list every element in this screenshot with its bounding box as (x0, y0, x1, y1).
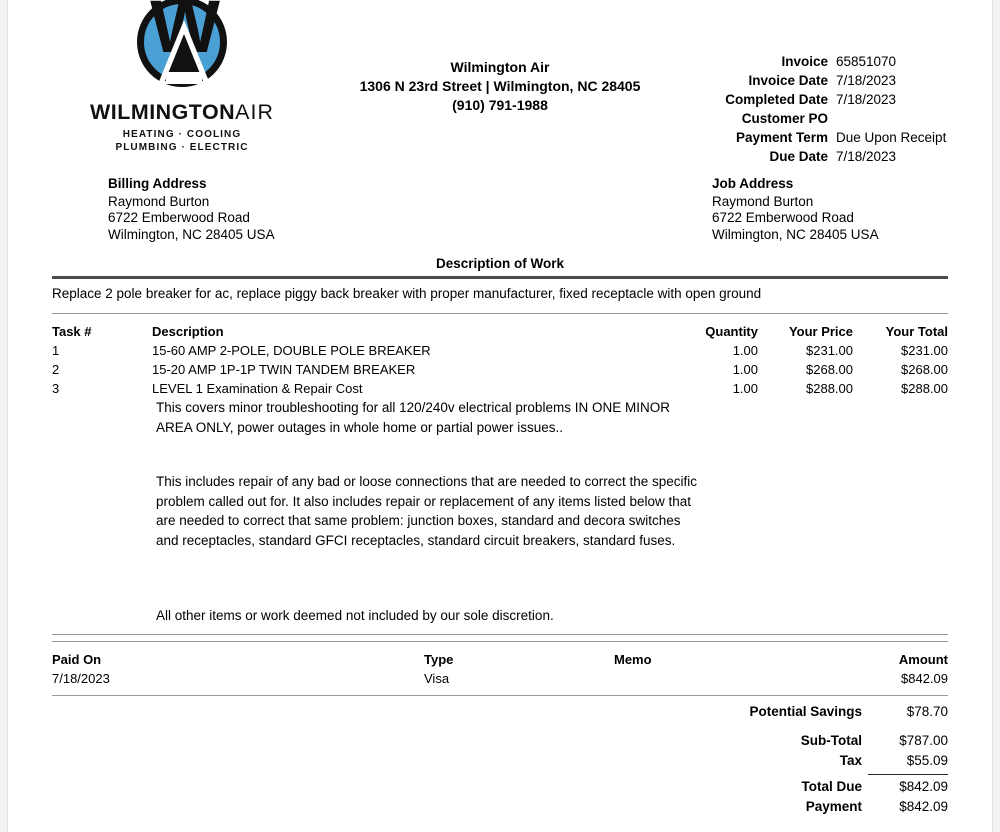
invoice-meta-row-invoice (725, 52, 948, 71)
subtotal-value: $787.00 (899, 733, 948, 748)
tax-value: $55.09 (906, 753, 948, 768)
job-address-title: Job Address (712, 176, 794, 191)
logo-letter-w: W (150, 0, 214, 63)
payment-total-label: Payment (805, 799, 862, 814)
table-row (52, 360, 948, 379)
items-header-description: Description (152, 324, 224, 339)
company-phone: (910) 791-1988 (452, 97, 548, 113)
items-header-task: Task # (52, 324, 92, 339)
divider-above-payments-1 (52, 634, 948, 635)
total-due-value: $842.09 (899, 779, 948, 794)
item-task-number: 2 (52, 362, 60, 377)
item-quantity: 1.00 (732, 362, 758, 377)
item-description: LEVEL 1 Examination & Repair Cost (152, 381, 363, 396)
job-address-street: 6722 Emberwood Road (712, 210, 854, 225)
totals-row-total-due (749, 777, 948, 797)
invoice-date-value: 7/18/2023 (836, 73, 897, 88)
job-address-city: Wilmington, NC 28405 USA (712, 226, 879, 242)
item-total: $288.00 (901, 381, 948, 396)
payment-term-value: Due Upon Receipt (836, 130, 947, 145)
invoice-meta-row-invoice-date (725, 71, 948, 90)
payment-term-label: Payment Term (735, 130, 828, 145)
totals-row-payment (749, 797, 948, 817)
divider-below-dow-title (52, 276, 948, 279)
due-date-value: 7/18/2023 (836, 149, 897, 164)
invoice-number-value: 65851070 (836, 54, 897, 69)
billing-address-title: Billing Address (108, 176, 207, 191)
invoice-meta-row-completed-date (725, 90, 948, 109)
billing-address-block (108, 176, 275, 243)
table-row (52, 669, 948, 688)
logo-tagline (82, 128, 282, 154)
invoice-number-label: Invoice (781, 54, 828, 69)
item-task-number: 3 (52, 381, 60, 396)
totals-row-potential-savings (749, 702, 948, 722)
item-task-number: 1 (52, 343, 60, 358)
customer-po-value (828, 109, 948, 128)
payments-header-amount: Amount (898, 652, 948, 667)
payment-total-value: $842.09 (899, 799, 948, 814)
item-price: $288.00 (806, 381, 853, 396)
payment-type: Visa (424, 671, 450, 686)
billing-address-name: Raymond Burton (108, 193, 210, 209)
totals-row-tax (749, 751, 948, 771)
payments-header-memo: Memo (614, 652, 652, 667)
items-header-price: Your Price (788, 324, 853, 339)
customer-po-label: Customer PO (741, 111, 828, 126)
due-date-label: Due Date (769, 149, 828, 164)
item-price: $268.00 (806, 362, 853, 377)
invoice-date-label: Invoice Date (748, 73, 828, 88)
item-note-inclusions: This includes repair of any bad or loose connections that are needed to correct the specific problem called out for. It also includes repair or replacement of any items listed below that are needed to correct that same problem: junction boxes, standard and decora switches and receptacles, standard GFCI receptacles, standard circuit breakers, standard fuses. (156, 474, 698, 548)
table-row (52, 341, 948, 360)
logo-tagline-line2: PLUMBING · ELECTRIC (115, 142, 249, 153)
completed-date-label: Completed Date (725, 92, 828, 107)
job-address-block (712, 176, 879, 243)
totals-row-subtotal (749, 731, 948, 751)
table-row (52, 379, 948, 398)
logo-tagline-line1: HEATING · COOLING (122, 129, 242, 140)
logo-wordmark (80, 101, 284, 125)
payments-header-type: Type (424, 652, 454, 667)
payments-table-header-row (52, 650, 948, 669)
item-description: 15-60 AMP 2-POLE, DOUBLE POLE BREAKER (152, 343, 431, 358)
total-due-label: Total Due (801, 779, 862, 794)
billing-address-street: 6722 Emberwood Road (108, 210, 250, 225)
invoice-meta-row-payment-term (725, 128, 948, 147)
item-description: 15-20 AMP 1P-1P TWIN TANDEM BREAKER (152, 362, 416, 377)
invoice-meta-row-customer-po (725, 109, 948, 128)
subtotal-label: Sub-Total (800, 733, 862, 748)
invoice-header (0, 0, 1000, 175)
billing-address-city: Wilmington, NC 28405 USA (108, 226, 275, 242)
wilmington-air-logo-icon (130, 0, 234, 98)
description-of-work-text: Replace 2 pole breaker for ac, replace piggy back breaker with proper manufacturer, fixed receptacle with open ground (52, 286, 762, 301)
payment-memo (614, 669, 828, 688)
completed-date-value: 7/18/2023 (836, 92, 897, 107)
payments-table (52, 650, 948, 688)
item-quantity: 1.00 (732, 343, 758, 358)
totals-summary (749, 702, 948, 817)
logo-wordmark-main: WILMINGTON (90, 101, 236, 124)
company-name: Wilmington Air (450, 59, 550, 75)
company-logo (82, 0, 282, 154)
items-table (52, 322, 948, 398)
divider-above-totals (52, 695, 948, 696)
item-quantity: 1.00 (732, 381, 758, 396)
company-address: 1306 N 23rd Street | Wilmington, NC 28405 (359, 78, 641, 94)
payments-header-paid-on: Paid On (52, 652, 102, 667)
potential-savings-label: Potential Savings (749, 704, 862, 719)
items-table-header-row (52, 322, 948, 341)
tax-label: Tax (839, 753, 862, 768)
payment-paid-on: 7/18/2023 (52, 671, 110, 686)
items-header-total: Your Total (885, 324, 948, 339)
company-info (300, 58, 700, 115)
totals-divider-line (868, 774, 948, 775)
potential-savings-value: $78.70 (906, 704, 948, 719)
invoice-meta-row-due-date (725, 147, 948, 166)
item-total: $268.00 (901, 362, 948, 377)
job-address-name: Raymond Burton (712, 193, 814, 209)
item-note-troubleshooting: This covers minor troubleshooting for all 120/240v electrical problems IN ONE MINOR AREA ONLY, power outages in whole home or partial power issues.. (156, 400, 670, 435)
logo-wordmark-sub: AIR (235, 101, 274, 124)
item-note-exclusions: All other items or work deemed not included by our sole discretion. (156, 608, 554, 623)
invoice-meta (725, 52, 948, 166)
item-total: $231.00 (901, 343, 948, 358)
logo-letter-a-crossbar (166, 72, 202, 81)
items-header-quantity: Quantity (705, 324, 758, 339)
item-price: $231.00 (806, 343, 853, 358)
divider-above-items-table (52, 313, 948, 314)
totals-spacer-1 (749, 722, 948, 731)
divider-above-payments-2 (52, 641, 948, 642)
payment-amount: $842.09 (901, 671, 948, 686)
description-of-work-title: Description of Work (435, 256, 564, 271)
